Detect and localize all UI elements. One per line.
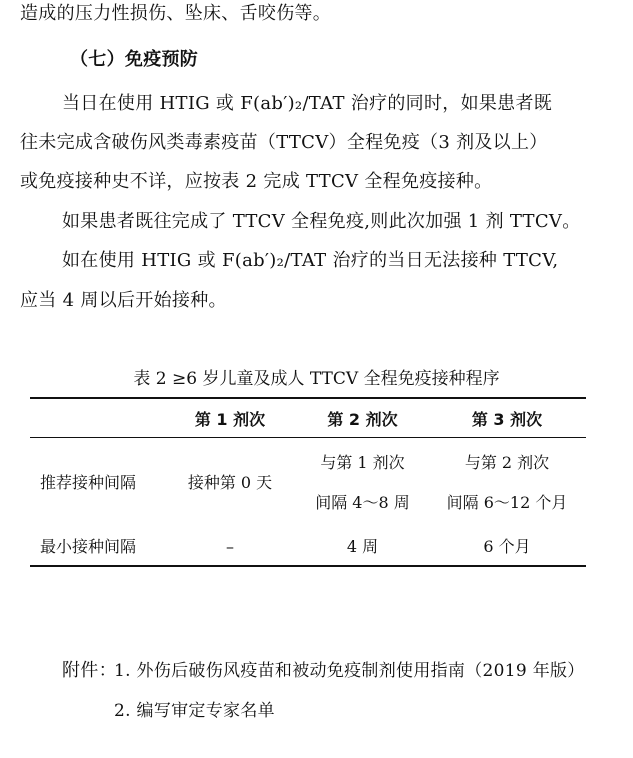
table-header-dose-2: 第 2 剂次: [327, 410, 398, 429]
attachment-item-2: 2. 编写审定专家名单: [114, 701, 275, 721]
table-cell-minimum-dose-3: 6 个月: [483, 537, 531, 556]
body-line-1: 造成的压力性损伤、坠床、舌咬伤等。: [20, 3, 332, 24]
table-cell-recommended-dose-2-line-1: 与第 1 剂次: [320, 453, 405, 472]
table-cell-recommended-dose-3-line-2: 间隔 6～12 个月: [446, 493, 568, 512]
attachments-label: 附件：: [62, 660, 117, 681]
table-caption: 表 2 ≥6 岁儿童及成人 TTCV 全程免疫接种程序: [133, 369, 500, 389]
table-cell-minimum-dose-2: 4 周: [346, 537, 379, 556]
table-bottom-rule: [30, 565, 586, 567]
table-cell-recommended-dose-3-line-1: 与第 2 剂次: [464, 453, 550, 472]
table-header-dose-1: 第 1 剂次: [194, 410, 266, 429]
paragraph-2: 如果患者既往完成了 TTCV 全程免疫,则此次加强 1 剂 TTCV。: [62, 211, 581, 232]
table-row-label-recommended: 推荐接种间隔: [40, 473, 137, 492]
paragraph-1-line-1: 当日在使用 HTIG 或 F(ab′)₂/TAT 治疗的同时，如果患者既: [62, 93, 553, 114]
table-cell-recommended-dose-2-line-2: 间隔 4～8 周: [315, 493, 410, 512]
table-header-rule: [30, 437, 586, 438]
paragraph-1-line-2: 往未完成含破伤风类毒素疫苗（TTCV）全程免疫（3 剂及以上）: [20, 132, 548, 153]
paragraph-3-line-1: 如在使用 HTIG 或 F(ab′)₂/TAT 治疗的当日无法接种 TTCV,: [62, 250, 559, 271]
paragraph-3-line-2: 应当 4 周以后开始接种。: [20, 290, 227, 311]
table-cell-recommended-dose-1: 接种第 0 天: [187, 473, 273, 492]
table-cell-minimum-dose-1: –: [226, 537, 234, 556]
paragraph-1-line-3: 或免疫接种史不详，应按表 2 完成 TTCV 全程免疫接种。: [20, 171, 493, 192]
attachment-item-1: 1. 外伤后破伤风疫苗和被动免疫制剂使用指南（2019 年版）: [114, 661, 585, 681]
table-header-dose-3: 第 3 剂次: [471, 410, 543, 429]
table-row-label-minimum: 最小接种间隔: [40, 537, 137, 556]
table-top-rule: [30, 397, 586, 399]
section-heading: （七）免疫预防: [70, 49, 199, 70]
